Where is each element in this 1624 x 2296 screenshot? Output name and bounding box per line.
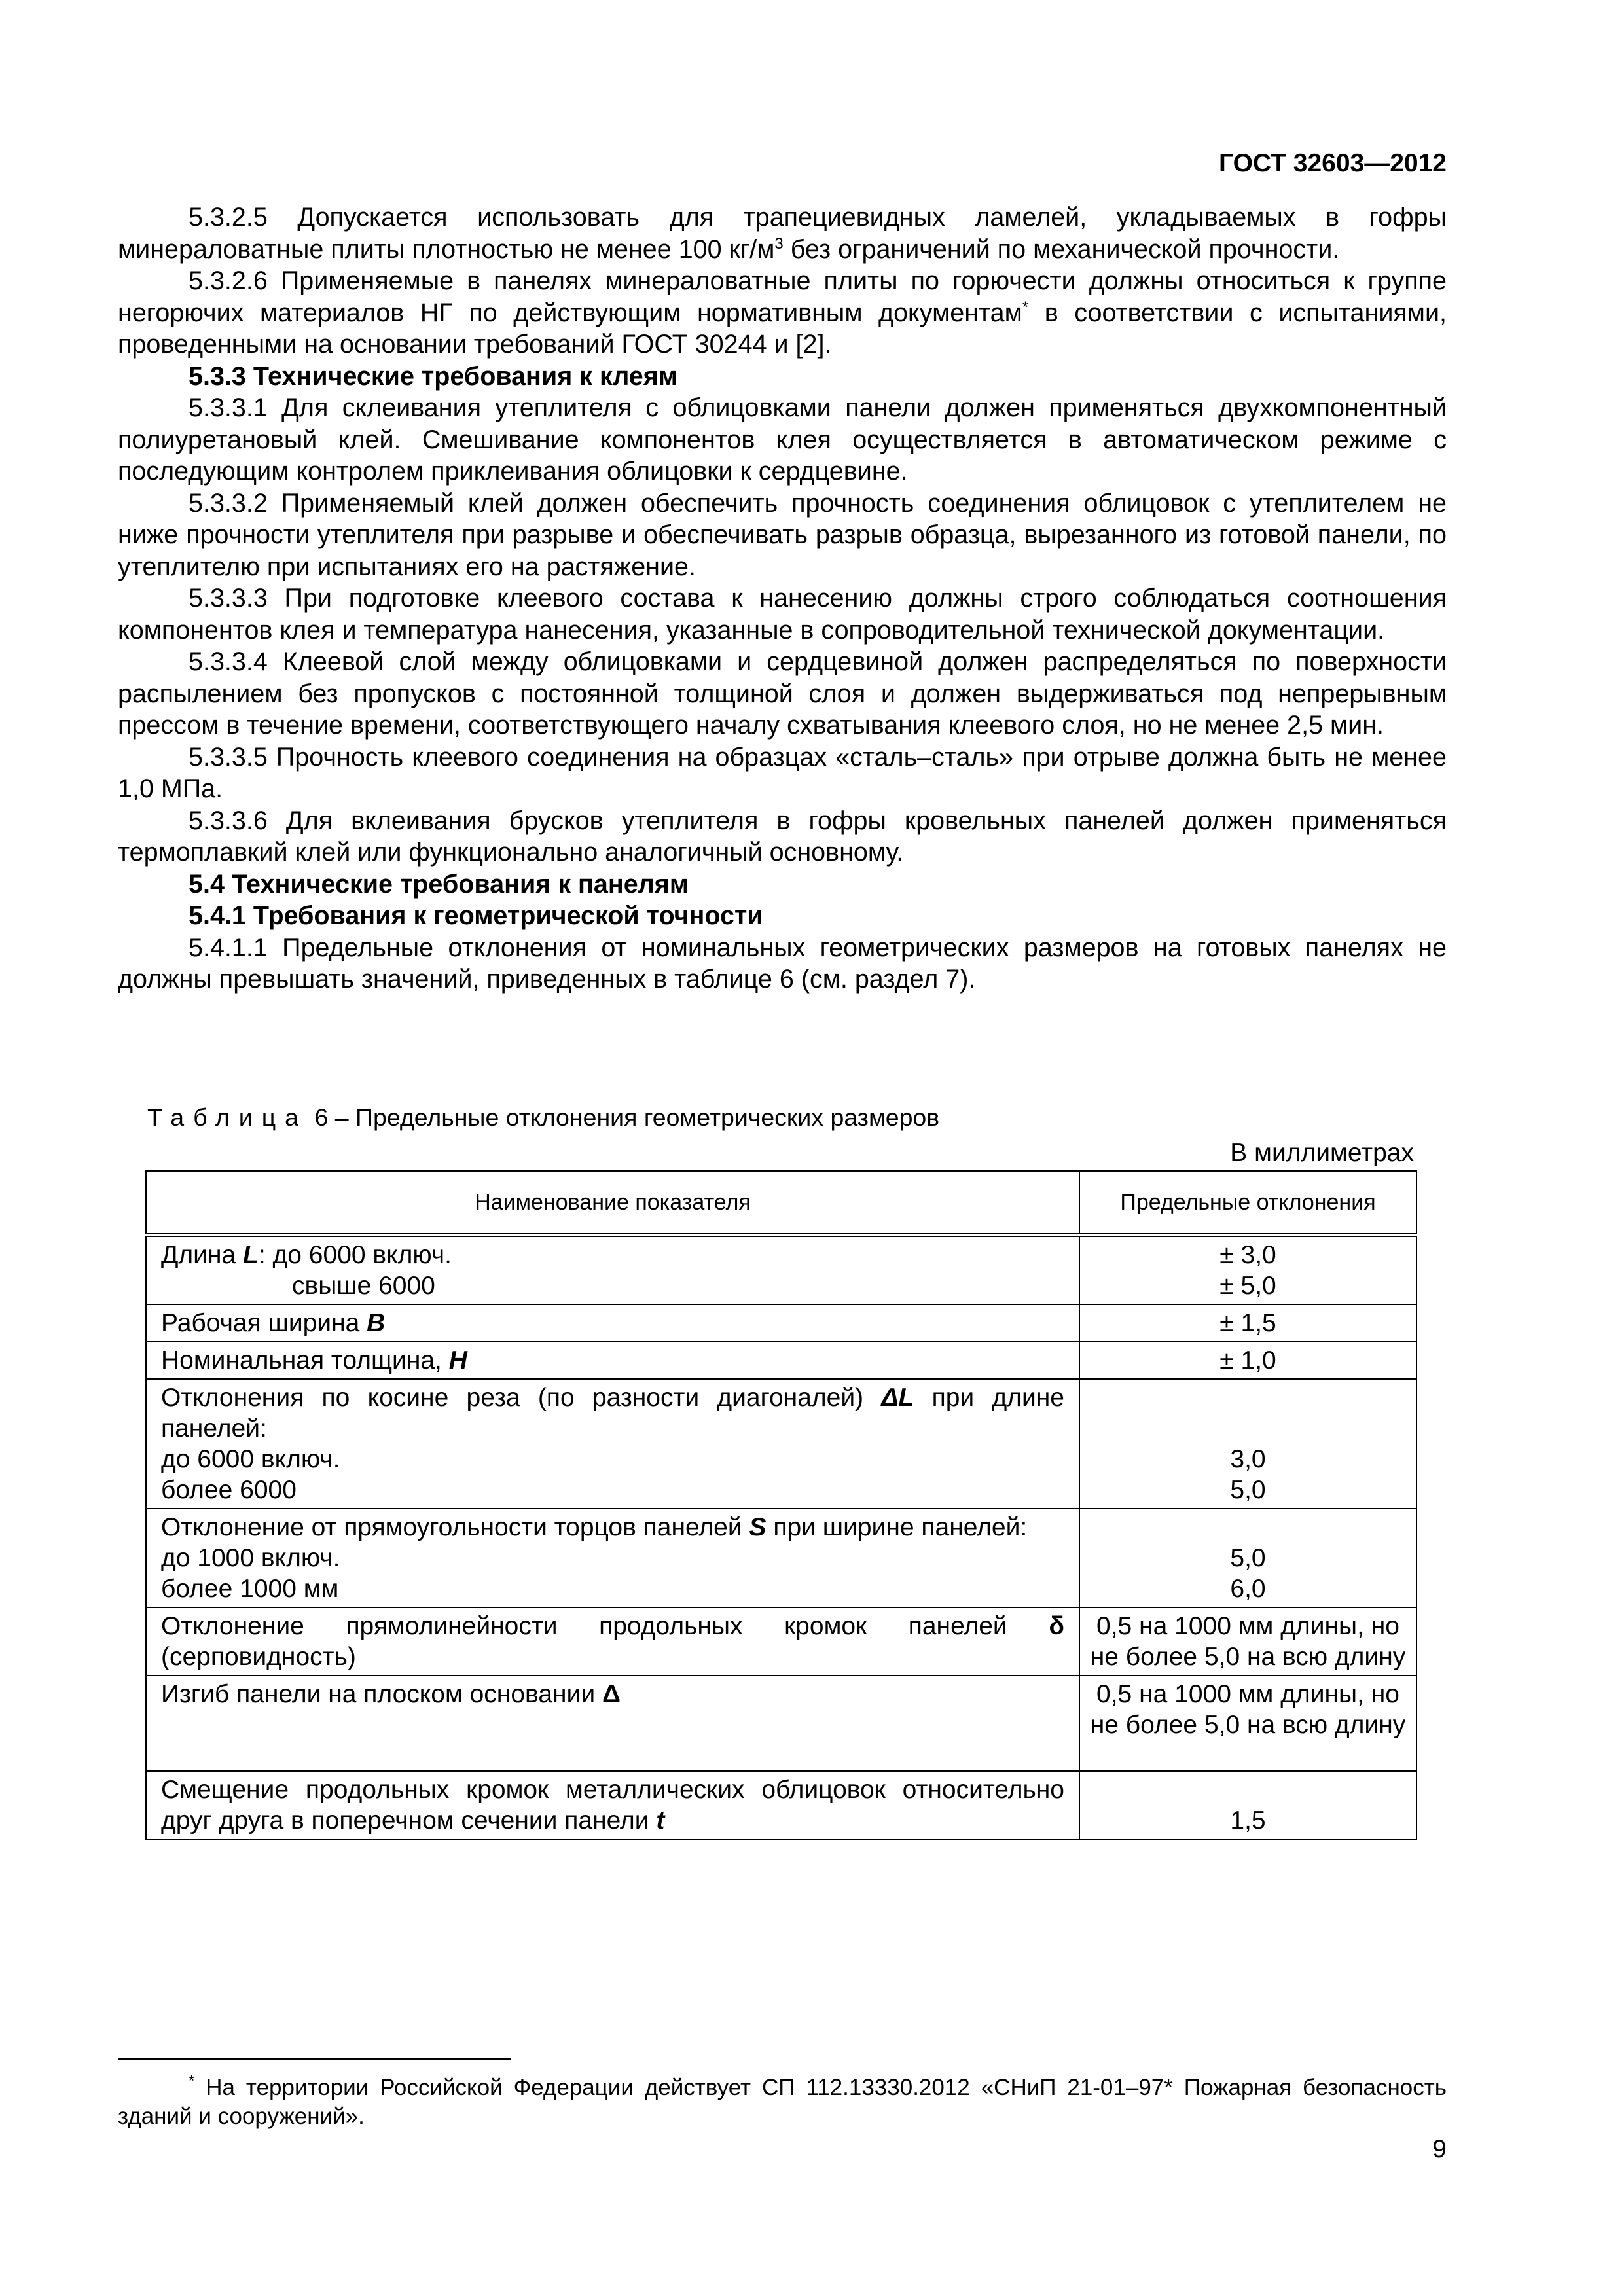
table-cell-value: 0,5 на 1000 мм длины, но не более 5,0 на всю длину	[1079, 1676, 1416, 1771]
value-line: 5,0	[1230, 1476, 1266, 1504]
table-row-bend	[146, 1676, 1416, 1771]
paragraph-5-3-3-3: 5.3.3.3 При подготовке клеевого состава к нанесению должны строго соблюдаться соотношения компонентов клея и температура нанесения, указанные в сопроводительной технической документации.	[118, 584, 1447, 645]
superscript: 3	[774, 234, 784, 253]
label-text: Смещение продольных кромок металлических облицовок относительно друг друга в поперечном сечении панели	[161, 1776, 1064, 1835]
table-unit-label: В миллиметрах	[1230, 1139, 1414, 1167]
label-text: Номинальная толщина,	[161, 1346, 449, 1374]
table-cell-name	[146, 1771, 1079, 1839]
label-text: Отклонение прямолинейности продольных кромок панелей	[161, 1612, 1049, 1640]
label-text: Отклонение от прямоугольности торцов панелей	[161, 1513, 749, 1541]
row-sub-label: более 6000	[161, 1476, 297, 1504]
paragraph-5-3-2-6	[118, 265, 1447, 361]
label-text: Отклонения по косине реза (по разности диагоналей)	[161, 1384, 882, 1412]
value-line: ± 3,0	[1219, 1241, 1276, 1269]
label-text: : до 6000 включ.	[258, 1241, 452, 1269]
value-line: ± 5,0	[1219, 1272, 1276, 1300]
footnote-marker: *	[189, 2072, 195, 2090]
table-cell-name	[146, 1342, 1079, 1379]
table-caption-text: Предельные отклонения геометрических размеров	[355, 1103, 940, 1131]
footnote-divider	[118, 2058, 511, 2060]
row-label	[161, 1512, 1064, 1543]
paragraph-text: в соответствии с испытаниями, проведенными на основании требований ГОСТ 30244 и [2].	[118, 298, 1447, 359]
row-sub-label: более 1000 мм	[161, 1575, 339, 1603]
label-text: при длине панелей:	[161, 1384, 1064, 1443]
label-text: Рабочая ширина	[161, 1309, 367, 1337]
table-cell-name	[146, 1235, 1079, 1304]
label-text: Длина	[161, 1241, 244, 1269]
paragraph-text: 5.3.2.6 Применяемые в панелях минераловатные плиты по горючести должны относиться к группе негорючих материалов НГ по действующим нормативным документам	[118, 266, 1447, 327]
value-line: 6,0	[1230, 1575, 1266, 1603]
symbol-L: L	[243, 1241, 259, 1269]
table-cell-value: ± 1,5	[1079, 1304, 1416, 1342]
table-header-row	[146, 1171, 1416, 1235]
paragraph-5-3-2-5	[118, 202, 1447, 265]
page-number: 9	[1432, 2135, 1447, 2163]
paragraph-5-3-3-6: 5.3.3.6 Для вклеивания брусков утеплителя в гофры кровельных панелей должен применяться термоплавкий клей или функционально аналогичный основному.	[118, 806, 1447, 867]
symbol-delta-L: ΔL	[881, 1384, 914, 1412]
paragraph-text: без ограничений по механической прочности.	[783, 234, 1340, 264]
table-caption-label: Таблица	[147, 1103, 308, 1131]
symbol-delta-small: δ	[1049, 1612, 1064, 1640]
paragraph-text: 5.3.2.5 Допускается использовать для трапециевидных ламелей, укладываемых в гофры минераловатные плиты плотностью не менее 100 кг/м	[118, 203, 1447, 264]
value-line: 5,0	[1230, 1544, 1266, 1572]
heading-5-4-1: 5.4.1 Требования к геометрической точности	[189, 901, 763, 930]
heading-5-4: 5.4 Технические требования к панелям	[189, 869, 689, 899]
heading-5-3-3: 5.3.3 Технические требования к клеям	[189, 361, 678, 391]
symbol-t: t	[656, 1806, 665, 1835]
symbol-H: H	[448, 1346, 467, 1374]
document-header-standard-code: ГОСТ 32603—2012	[1219, 149, 1447, 177]
table-caption-dash: –	[328, 1103, 356, 1131]
table-cell-name	[146, 1304, 1079, 1342]
table-row-straightness	[146, 1607, 1416, 1676]
symbol-S: S	[749, 1513, 767, 1541]
column-header-name: Наименование показателя	[146, 1171, 1079, 1235]
row-sub-label: до 6000 включ.	[161, 1445, 340, 1473]
label-text: (серповидность)	[161, 1643, 356, 1671]
tolerance-table	[145, 1170, 1417, 1840]
paragraph-5-3-3-2: 5.3.3.2 Применяемый клей должен обеспечить прочность соединения облицовок с утеплителем не ниже прочности утеплителя при разрыве и обеспечивать разрыв образца, вырезанного из готовой панели, по утеплителю при испытаниях его на растяжение.	[118, 488, 1447, 581]
row-label	[161, 1240, 1064, 1270]
table-cell-name	[146, 1509, 1079, 1607]
document-body	[118, 202, 1447, 996]
label-text: Изгиб панели на плоском основании	[161, 1680, 602, 1708]
value-line: 3,0	[1230, 1445, 1266, 1473]
footnote-reference: *	[1022, 298, 1029, 316]
table-row-length	[146, 1235, 1416, 1304]
table-cell-name	[146, 1607, 1079, 1676]
table-cell-name	[146, 1379, 1079, 1509]
column-header-value: Предельные отклонения	[1079, 1171, 1416, 1235]
row-sub-label: до 1000 включ.	[161, 1544, 340, 1572]
table-row-edge-offset	[146, 1771, 1416, 1839]
paragraph-5-3-3-4: 5.3.3.4 Клеевой слой между облицовками и сердцевиной должен распределяться по поверхности распылением без пропусков с постоянной толщиной слоя и должен выдерживаться под непрерывным прессом в течение времени, соответствующего началу схватывания клеевого слоя, но не менее 2,5 мин.	[118, 647, 1447, 740]
table-caption-number: 6	[314, 1103, 329, 1131]
table-row-cut-skew	[146, 1379, 1416, 1509]
table-cell-value	[1079, 1235, 1416, 1304]
paragraph-5-3-3-5: 5.3.3.5 Прочность клеевого соединения на образцах «сталь–сталь» при отрыве должна быть не менее 1,0 МПа.	[118, 742, 1447, 803]
table-cell-value: 1,5	[1079, 1771, 1416, 1839]
paragraph-5-4-1-1: 5.4.1.1 Предельные отклонения от номинальных геометрических размеров на готовых панелях не должны превышать значений, приведенных в таблице 6 (см. раздел 7).	[118, 933, 1447, 994]
footnote-text: На территории Российской Федерации действует СП 112.13330.2012 «СНиП 21-01–97* Пожарная безопасность зданий и сооружений».	[118, 2075, 1447, 2129]
table-row-squareness	[146, 1509, 1416, 1607]
table-cell-value	[1079, 1379, 1416, 1509]
label-text: при ширине панелей:	[766, 1513, 1028, 1541]
symbol-delta: Δ	[602, 1680, 621, 1708]
table-caption	[147, 1103, 939, 1132]
row-label	[161, 1382, 1064, 1444]
table-cell-value	[1079, 1509, 1416, 1607]
symbol-B: B	[367, 1309, 386, 1337]
table-row-thickness	[146, 1342, 1416, 1379]
table-cell-value: ± 1,0	[1079, 1342, 1416, 1379]
row-sub-label: свыше 6000	[292, 1272, 435, 1300]
table-row-width	[146, 1304, 1416, 1342]
table-cell-name	[146, 1676, 1079, 1771]
footnote	[118, 2073, 1447, 2131]
table-cell-value: 0,5 на 1000 мм длины, но не более 5,0 на всю длину	[1079, 1607, 1416, 1676]
paragraph-5-3-3-1: 5.3.3.1 Для склеивания утеплителя с облицовками панели должен применяться двухкомпонентный полиуретановый клей. Смешивание компонентов клея осуществляется в автоматическом режиме с последующим контролем приклеивания облицовки к сердцевине.	[118, 393, 1447, 486]
